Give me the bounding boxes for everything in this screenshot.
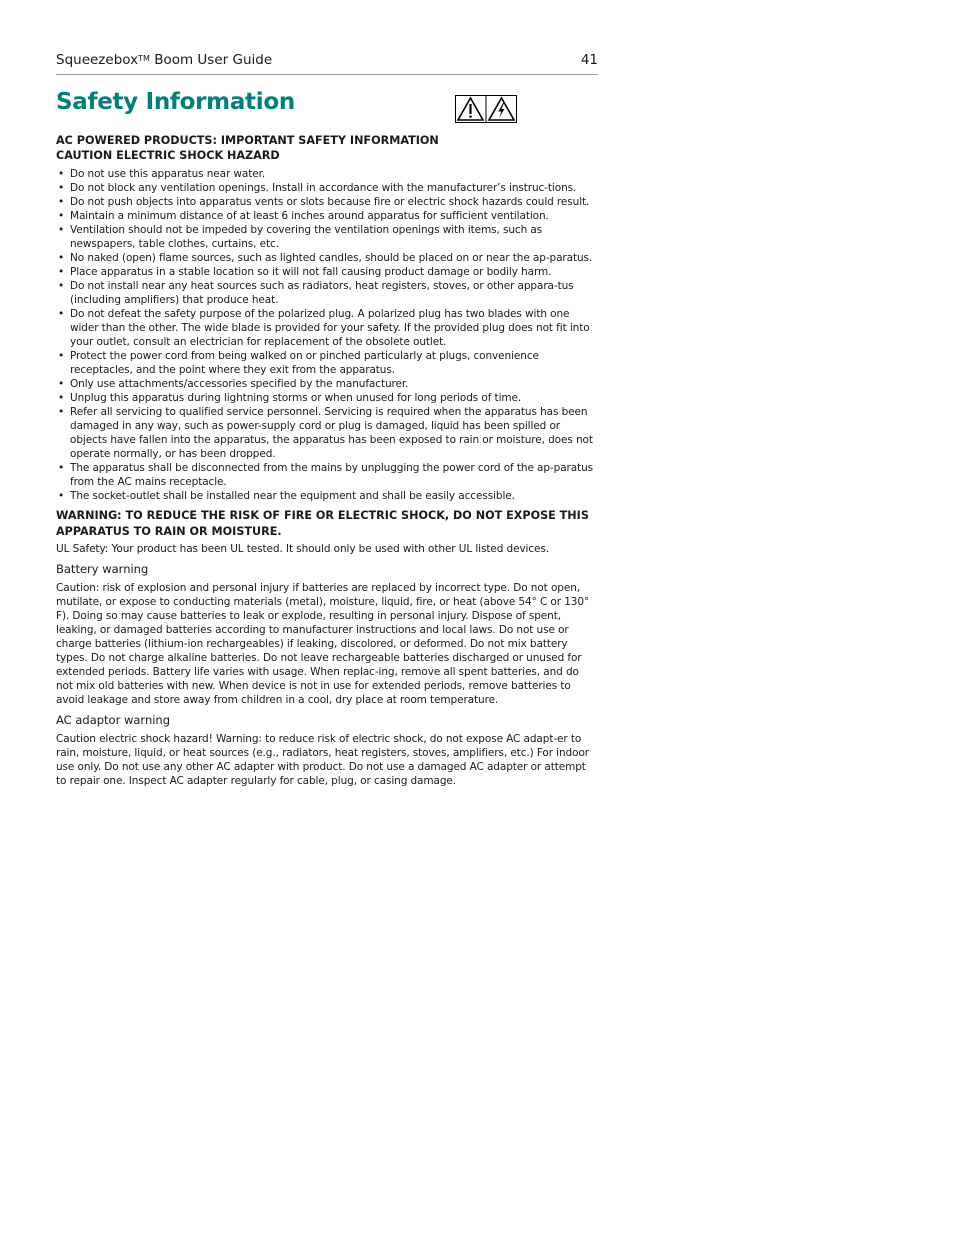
running-header xyxy=(56,52,598,75)
list-item: • Do not install near any heat sources such as radiators, heat registers, stoves, or other appara-tus (including amplifiers) that produce heat. xyxy=(56,279,598,307)
list-item: • Ventilation should not be impeded by covering the ventilation openings with items, such as newspapers, table clothes, curtains, etc. xyxy=(56,223,598,251)
section-heading-ac-powered: AC POWERED PRODUCTS: IMPORTANT SAFETY INFORMATION xyxy=(56,134,439,147)
page-title: Safety Information xyxy=(56,89,295,115)
warning-symbols xyxy=(455,95,517,123)
battery-warning-heading: Battery warning xyxy=(56,562,149,576)
page xyxy=(56,52,598,788)
page-number: 41 xyxy=(580,52,598,68)
list-item: • The apparatus shall be disconnected from the mains by unplugging the power cord of the ap-paratus from the AC mains receptacle. xyxy=(56,461,598,489)
ac-adaptor-warning-heading: AC adaptor warning xyxy=(56,713,171,727)
safety-rules-list xyxy=(56,167,598,503)
list-item: • Maintain a minimum distance of at least 6 inches around apparatus for sufficient ventilation. xyxy=(56,209,598,223)
list-item: • Protect the power cord from being walked on or pinched particularly at plugs, convenience receptacles, and the point where they exit from the apparatus. xyxy=(56,349,598,377)
section-heading-caution: CAUTION ELECTRIC SHOCK HAZARD xyxy=(56,149,280,162)
trademark-mark: TM xyxy=(138,54,150,63)
list-item: • The socket-outlet shall be installed near the equipment and shall be easily accessible. xyxy=(56,489,598,503)
title-row xyxy=(56,89,598,133)
ul-safety-text: UL Safety: Your product has been UL tested. It should only be used with other UL listed devices. xyxy=(56,543,550,555)
list-item: • Place apparatus in a stable location so it will not fall causing product damage or bodily harm. xyxy=(56,265,598,279)
list-item: • Do not block any ventilation openings. Install in accordance with the manufacturer’s instruc-tions. xyxy=(56,181,598,195)
fire-shock-warning: WARNING: TO REDUCE THE RISK OF FIRE OR ELECTRIC SHOCK, DO NOT EXPOSE THIS APPARATUS TO RAIN OR MOISTURE. xyxy=(56,509,589,538)
battery-warning-text: Caution: risk of explosion and personal injury if batteries are replaced by incorrect type. Do not open, mutilate, or expose to conducting materials (metal), moisture, liquid, fire, or heat (above 54° C or 130° F). Doing so may cause batteries to leak or explode, resulting in personal injury. Dispose of spent, leaking, or damaged batteries according to manufacturer instructions and local laws. Do not use or charge batteries (lithium-ion rechargeables) if leaking, discolored, or deformed. Do not mix battery types. Do not charge alkaline batteries. Do not leave rechargeable batteries discharged or unused for extended periods. Battery life varies with usage. When replac-ing, remove all spent batteries, and do not mix old batteries with new. When device is not in use for extended periods, remove batteries to avoid leakage and store away from children in a cool, dry place at room temperature. xyxy=(56,582,590,706)
list-item: • Do not use this apparatus near water. xyxy=(56,167,598,181)
list-item: • Do not push objects into apparatus vents or slots because fire or electric shock hazards could result. xyxy=(56,195,598,209)
list-item: • Only use attachments/accessories specified by the manufacturer. xyxy=(56,377,598,391)
ac-adaptor-warning-text: Caution electric shock hazard! Warning: to reduce risk of electric shock, do not expose AC adapt-er to rain, moisture, liquid, or heat sources (e.g., radiators, heat registers, stoves, amplifiers, etc.) For indoor use only. Do not use any other AC adapter with product. Do not use a damaged AC adapter or attempt to repair one. Inspect AC adapter regularly for cable, plug, or casing damage. xyxy=(56,733,589,787)
list-item: • Unplug this apparatus during lightning storms or when unused for long periods of time. xyxy=(56,391,598,405)
list-item: • Refer all servicing to qualified service personnel. Servicing is required when the apparatus has been damaged in any way, such as power-supply cord or plug is damaged, liquid has been spilled or objects have fallen into the apparatus, the apparatus has been exposed to rain or moisture, does not operate normally, or has been dropped. xyxy=(56,405,598,461)
list-item: • No naked (open) flame sources, such as lighted candles, should be placed on or near the ap-paratus. xyxy=(56,251,598,265)
document-title: Squeezebox™ Boom User Guide xyxy=(56,52,273,68)
list-item: • Do not defeat the safety purpose of the polarized plug. A polarized plug has two blades with one wider than the other. The wide blade is provided for your safety. If the provided plug does not fit into your outlet, consult an electrician for replacement of the obsolete outlet. xyxy=(56,307,598,349)
